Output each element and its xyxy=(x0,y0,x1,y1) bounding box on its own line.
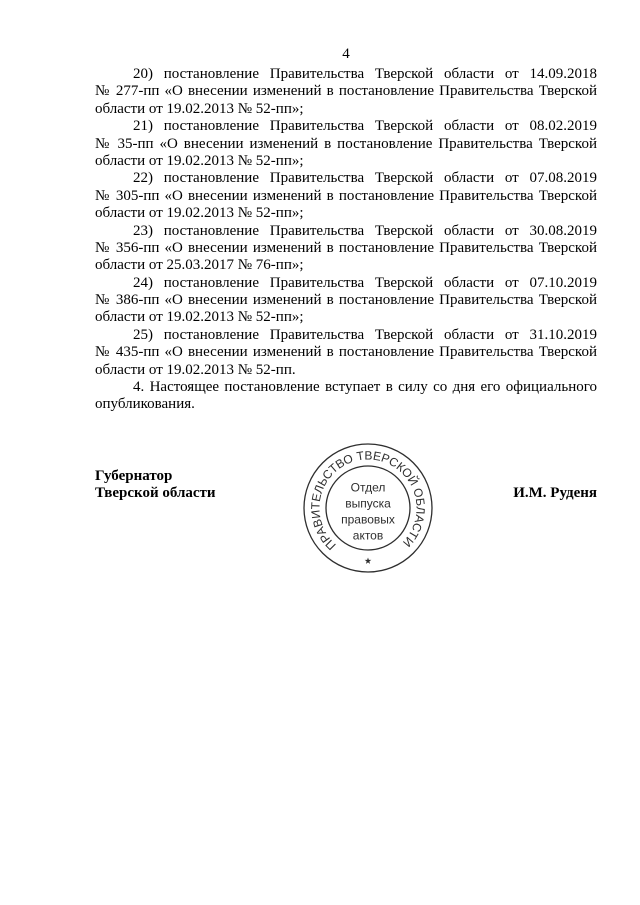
signatory-name: И.М. Руденя xyxy=(513,485,597,502)
official-stamp xyxy=(300,440,436,576)
signatory-title-line2: Тверской области xyxy=(95,485,216,502)
list-item-line-text: области от 19.02.2013 № 52-пп. xyxy=(95,361,296,378)
stamp-star-icon xyxy=(365,558,372,564)
signatory-title xyxy=(95,468,216,503)
stamp-ring-text-path: ПРАВИТЕЛЬСТВО ТВЕРСКОЙ ОБЛАСТИ xyxy=(308,448,428,553)
stamp-inner-text-line: правовых xyxy=(341,512,395,527)
stamp-inner-text-line: Отдел xyxy=(350,480,386,495)
list-item-line-text: № 35-пп «О внесении изменений в постановление Правительства Тверской xyxy=(95,135,597,152)
clause-line-text: опубликования. xyxy=(95,396,195,413)
list-item-line-text: области от 25.03.2017 № 76-пп»; xyxy=(95,257,304,274)
list-item-line-text: 22) постановление Правительства Тверской области от 07.08.2019 xyxy=(133,170,597,187)
clause-4 xyxy=(95,379,597,414)
list-item-line-text: № 435-пп «О внесении изменений в постановление Правительства Тверской xyxy=(95,344,597,361)
list-item-line-text: 20) постановление Правительства Тверской области от 14.09.2018 xyxy=(133,66,597,82)
page-number: 4 xyxy=(342,46,350,62)
list-item-line-text: № 356-пп «О внесении изменений в постановление Правительства Тверской xyxy=(95,239,597,256)
list-item-line-text: 24) постановление Правительства Тверской области от 07.10.2019 xyxy=(133,274,597,291)
list-item-24 xyxy=(95,275,597,327)
signatory-title-line1: Губернатор xyxy=(95,468,173,484)
list-item-line-text: № 277-пп «О внесении изменений в постановление Правительства Тверской xyxy=(95,83,597,100)
document-body xyxy=(95,66,597,414)
list-item-line-text: 25) постановление Правительства Тверской области от 31.10.2019 xyxy=(133,326,597,343)
stamp-inner-text-line: актов xyxy=(352,528,384,543)
list-item-20 xyxy=(95,66,597,118)
list-item-23 xyxy=(95,223,597,275)
list-item-line-text: области от 19.02.2013 № 52-пп»; xyxy=(95,309,304,326)
list-item-line-text: № 305-пп «О внесении изменений в постановление Правительства Тверской xyxy=(95,187,597,204)
clause-line-text: 4. Настоящее постановление вступает в силу со дня его официального xyxy=(133,379,597,396)
list-item-line-text: 23) постановление Правительства Тверской области от 30.08.2019 xyxy=(133,222,597,239)
list-item-line-text: области от 19.02.2013 № 52-пп»; xyxy=(95,205,304,222)
list-item-line-text: № 386-пп «О внесении изменений в постановление Правительства Тверской xyxy=(95,292,597,309)
list-item-line-text: области от 19.02.2013 № 52-пп»; xyxy=(95,152,304,169)
list-item-22 xyxy=(95,170,597,222)
list-item-line-text: области от 19.02.2013 № 52-пп»; xyxy=(95,100,304,117)
stamp-inner-text-line: выпуска xyxy=(345,496,391,511)
list-item-21 xyxy=(95,118,597,170)
list-item-25 xyxy=(95,327,597,379)
list-item-line-text: 21) постановление Правительства Тверской области от 08.02.2019 xyxy=(133,118,597,135)
